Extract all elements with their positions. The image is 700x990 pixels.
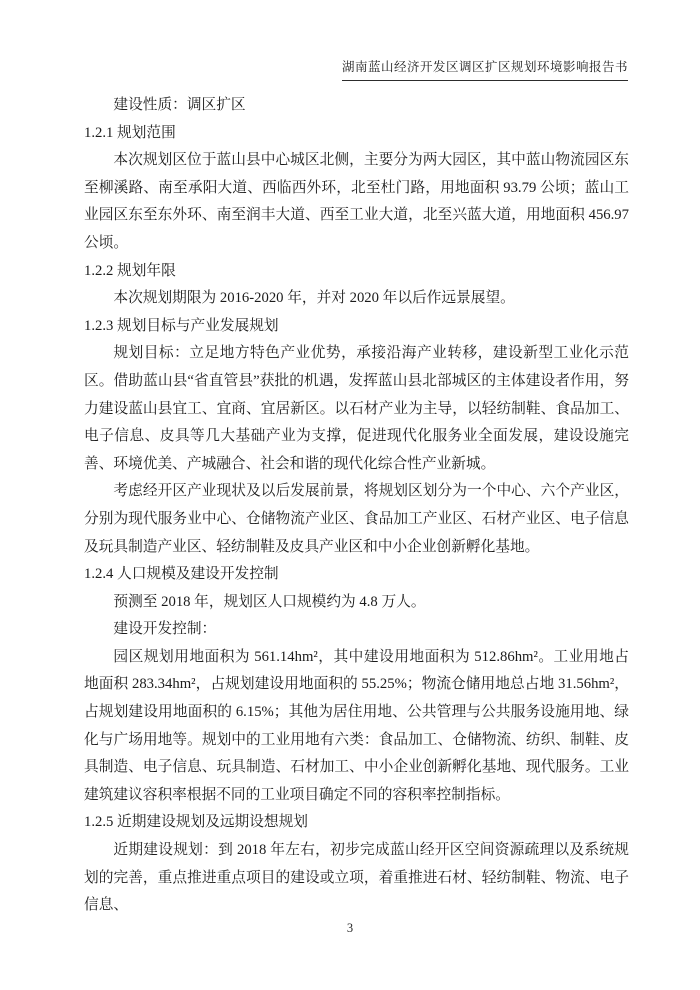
- section-heading-1-2-3: 1.2.3 规划目标与产业发展规划: [84, 317, 279, 334]
- section-1-2-3-paragraph-goals: 规划目标：立足地方特色产业优势，承接沿海产业转移，建设新型工业化示范区。借助蓝山县“省直管县”获批的机遇，发挥蓝山县北部城区的主体建设者作用，努力建设蓝山县宜工、宜商、宜居新区。以石材产业为主导，以轻纺制鞋、食品加工、电子信息、皮具等几大基础产业为支撑，促进现代化服务业全面发展，建设设施完善、环境优美、产城融合、社会和谐的现代化综合性产业新城。: [84, 345, 629, 472]
- document-body: [84, 92, 629, 920]
- section-1-2-5-paragraph: 近期建设规划：到 2018 年左右，初步完成蓝山经开区空间资源疏理以及系统规划的完善，重点推进重点项目的建设或立项，着重推进石材、轻纺制鞋、物流、电子信息、: [84, 842, 629, 914]
- section-1-2-4-paragraph-landuse: 园区规划用地面积为 561.14hm²，其中建设用地面积为 512.86hm²。工业用地占地面积 283.34hm²，占规划建设用地面积的 55.25%；物流仓储用地总占地 31.56hm²，占规划建设用地面积的 6.15%；其他为居住用地、公共管理与公共服务设施用地、绿化与广场用地等。规划中的工业用地有六类：食品加工、仓储物流、纺织、制鞋、皮具制造、电子信息、玩具制造、石材加工、中小企业创新孵化基地、现代服务。工业建筑建议容积率根据不同的工业项目确定不同的容积率控制指标。: [84, 648, 629, 803]
- section-heading-1-2-4: 1.2.4 人口规模及建设开发控制: [84, 566, 279, 583]
- page-footer: [0, 921, 700, 936]
- header-title: 湖南蓝山经济开发区调区扩区规划环境影响报告书: [342, 60, 628, 81]
- section-heading-1-2-1: 1.2.1 规划范围: [84, 124, 176, 141]
- section-1-2-4-paragraph-control-label: 建设开发控制：: [113, 621, 217, 638]
- page-header: [84, 60, 628, 81]
- construction-nature-line: 建设性质：调区扩区: [113, 97, 246, 113]
- section-1-2-1-paragraph: 本次规划区位于蓝山县中心城区北侧，主要分为两大园区，其中蓝山物流园区东至柳溪路、南至承阳大道、西临西外环，北至杜门路，用地面积 93.79 公顷；蓝山工业园区东至东外环、南至润丰大道、西至工业大道，北至兴蓝大道，用地面积 456.97 公顷。: [84, 152, 629, 251]
- section-1-2-4-paragraph-population: 预测至 2018 年，规划区人口规模约为 4.8 万人。: [113, 593, 426, 610]
- page-number: 3: [346, 921, 354, 935]
- section-heading-1-2-5: 1.2.5 近期建设规划及远期设想规划: [84, 814, 308, 831]
- section-1-2-2-paragraph: 本次规划期限为 2016-2020 年，并对 2020 年以后作远景展望。: [113, 290, 515, 307]
- section-heading-1-2-2: 1.2.2 规划年限: [84, 262, 176, 279]
- section-1-2-3-paragraph-zones: 考虑经开区产业现状及以后发展前景，将规划区划分为一个中心、六个产业区，分别为现代服务业中心、仓储物流产业区、食品加工产业区、石材产业区、电子信息及玩具制造产业区、轻纺制鞋及皮具产业区和中小企业创新孵化基地。: [84, 483, 629, 555]
